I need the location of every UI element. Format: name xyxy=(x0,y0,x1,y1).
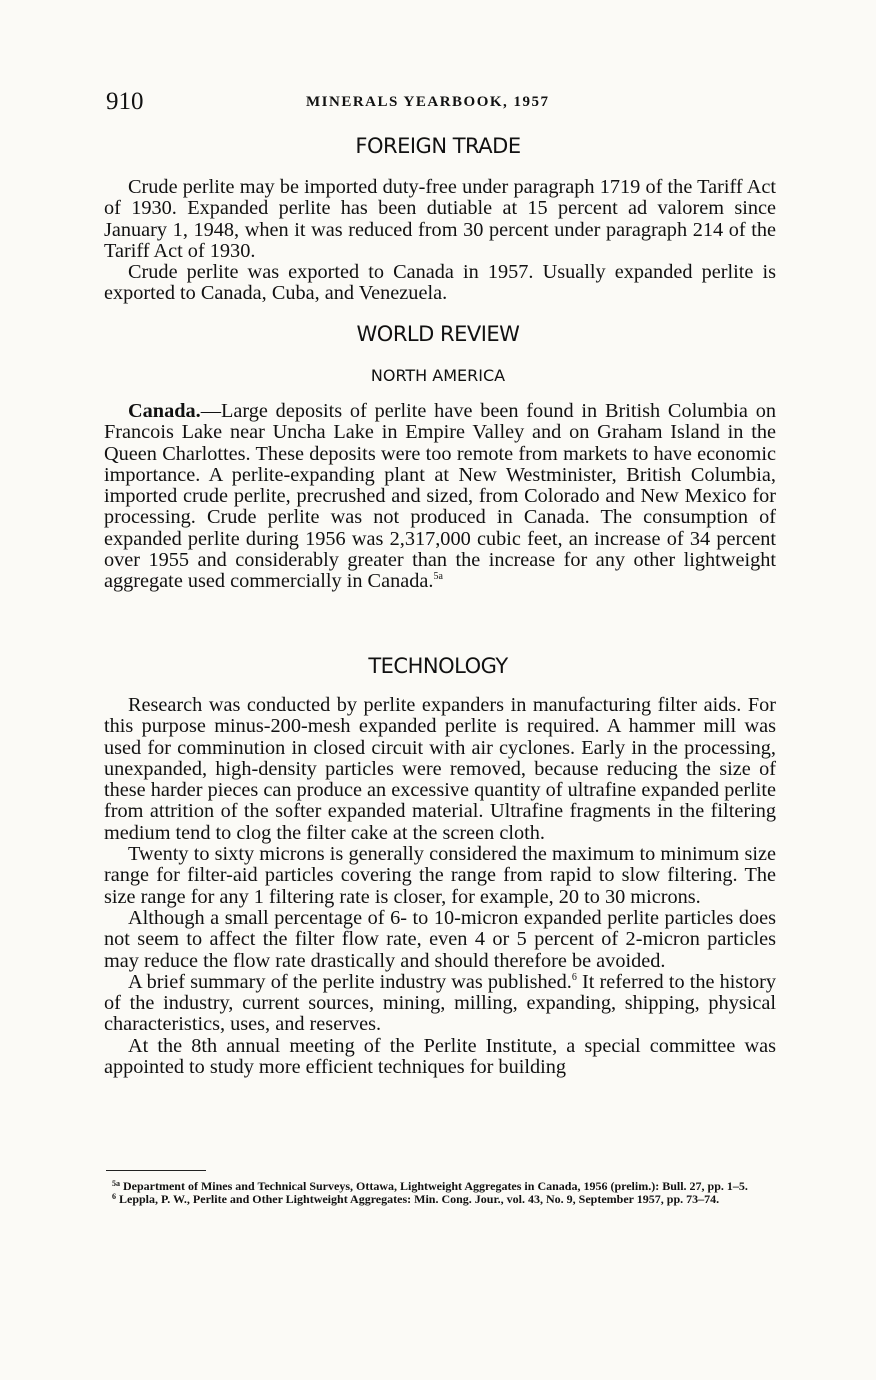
page-number: 910 xyxy=(106,88,144,115)
technology-p4-rest: It referred to the history of the industry, current sources, mining, milling, expanding, shipping, physical characteristics, uses, and reserves. xyxy=(104,970,776,1036)
canada-body xyxy=(104,401,776,593)
canada-run-in-head: Canada. xyxy=(128,400,201,422)
footnote-mark: 6 xyxy=(112,1191,116,1201)
footnote xyxy=(104,1193,776,1206)
footnote-text: Department of Mines and Technical Surveys, Ottawa, Lightweight Aggregates in Canada, 1956 (prelim.): Bull. 27, pp. 1–5. xyxy=(120,1179,748,1193)
foreign-trade-body xyxy=(104,177,776,305)
subsection-title-north-america: NORTH AMERICA xyxy=(370,366,506,385)
technology-paragraph-1: Research was conducted by perlite expanders in manufacturing filter aids. For this purpose minus-200-mesh expanded perlite is required. A hammer mill was used for comminution in closed circuit with air cyclones. Early in the processing, unexpanded, high-density particles were removed, because reducing the size of these harder pieces can produce an excessive quantity of ultrafine expanded perlite from attrition of the softer expanded material. Ultrafine fragments in the filtering medium tend to clog the filter cake at the screen cloth. xyxy=(104,694,776,844)
footnote-ref-6: 6 xyxy=(571,971,577,983)
foreign-trade-paragraph-1: Crude perlite may be imported duty-free under paragraph 1719 of the Tariff Act of 1930. Expanded perlite has been dutiable at 15 percent ad valorem since January 1, 1948, when it was reduced from 30 percent under paragraph 214 of the Tariff Act of 1930. xyxy=(104,176,776,262)
canada-text: —Large deposits of perlite have been found in British Columbia on Francois Lake near Uncha Lake in Empire Valley and on Graham Island in the Queen Charlottes. These deposits were too remote from markets to have economic importance. A perlite-expanding plant at New Westminister, British Columbia, imported crude perlite, precrushed and sized, from Colorado and New Mexico for processing. Crude perlite was not produced in Canada. The consumption of expanded perlite during 1956 was 2,317,000 cubic feet, an increase of 34 percent over 1955 and considerably greater than the increase for any other lightweight aggregate used commercially in Canada. xyxy=(104,400,776,593)
section-title-technology: TECHNOLOGY xyxy=(368,654,508,678)
footnotes xyxy=(104,1180,776,1205)
canada-paragraph xyxy=(104,401,776,593)
section-title-world-review: WORLD REVIEW xyxy=(356,322,520,346)
technology-p4-text: A brief summary of the perlite industry was published. xyxy=(128,970,572,993)
foreign-trade-paragraph-2: Crude perlite was exported to Canada in 1957. Usually expanded perlite is exported to Canada, Cuba, and Venezuela. xyxy=(104,261,776,305)
footnote-ref-5a: 5a xyxy=(433,571,443,583)
technology-paragraph-5: At the 8th annual meeting of the Perlite Institute, a special committee was appointed to study more efficient techniques for building xyxy=(104,1034,776,1079)
technology-paragraph-3: Although a small percentage of 6- to 10-micron expanded perlite particles does not seem to affect the filter flow rate, even 4 or 5 percent of 2-micron particles may reduce the flow rate drastically and should therefore be avoided. xyxy=(104,906,776,972)
footnote-text: Leppla, P. W., Perlite and Other Lightweight Aggregates: Min. Cong. Jour., vol. 43, No. 9, September 1957, pp. 73–74. xyxy=(116,1191,720,1206)
technology-paragraph-2: Twenty to sixty microns is generally considered the maximum to minimum size range for filter-aid particles covering the range from rapid to slow filtering. The size range for any 1 filtering rate is closer, for example, 20 to 30 microns. xyxy=(104,843,776,908)
footnote-rule xyxy=(106,1170,206,1171)
page-header xyxy=(106,88,778,118)
running-head: MINERALS YEARBOOK, 1957 xyxy=(306,94,550,110)
technology-paragraph-4 xyxy=(104,972,776,1036)
footnote-mark: 5a xyxy=(112,1179,120,1188)
section-title-foreign-trade: FOREIGN TRADE xyxy=(355,134,521,158)
technology-body xyxy=(104,695,776,1078)
